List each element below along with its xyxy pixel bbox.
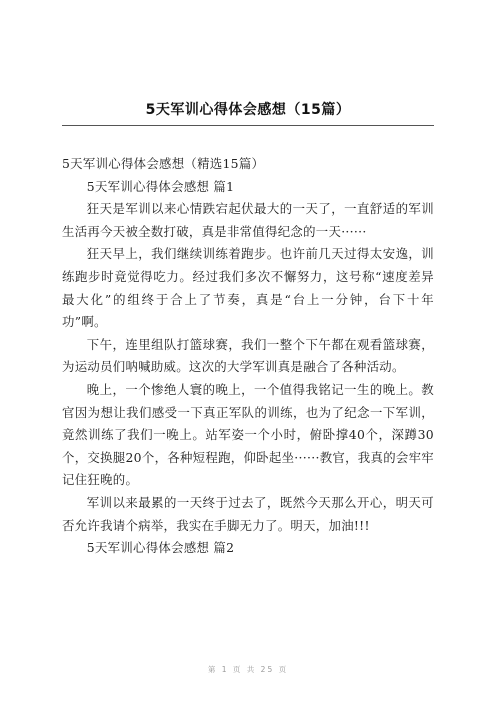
body-paragraph: 下午，连里组队打篮球赛，我们一整个下午都在观看篮球赛，为运动员们呐喊助威。这次的大学军训真是融合了各种活动。 [62, 336, 434, 375]
body-paragraph: 军训以来最累的一天终于过去了，既然今天那么开心，明天可否允许我请个病举，我实在手脚无力了。明天，加油!!! [62, 494, 434, 533]
document-body [62, 153, 434, 560]
page-footer: 第 1 页 共 25 页 [207, 665, 289, 674]
page-title: 5天军训心得体会感想（15篇） [145, 102, 351, 118]
body-paragraph: 狂天是军训以来心情跌宕起伏最大的一天了，一直舒适的军训生活再今天被全数打破，真是非常值得纪念的一天······ [62, 201, 434, 239]
subtitle-paragraph: 5天军训心得体会感想（精选15篇） [62, 156, 265, 171]
body-paragraph: 狂天早上，我们继续训练着跑步。也许前几天过得太安逸，训练跑步时竟觉得吃力。经过我们多次不懈努力，这号称“速度差异最大化”的组终于合上了节奏，真是“台上一分钟，台下十年功”啊。 [62, 246, 434, 330]
section-heading: 5天军训心得体会感想 篇1 [86, 178, 235, 194]
section-heading: 5天军训心得体会感想 篇2 [86, 540, 235, 556]
body-paragraph: 晚上，一个惨绝人寰的晚上，一个值得我铭记一生的晚上。教官因为想让我们感受一下真正军队的训练，也为了纪念一下军训，竟然训练了我们一晚上。站军姿一个小时，俯卧撑40个，深蹲30个，交换腿20个，各种短程跑，仰卧起坐······教官，我真的会牢牢记住狂晚的。 [62, 381, 434, 488]
title-divider [62, 125, 434, 126]
